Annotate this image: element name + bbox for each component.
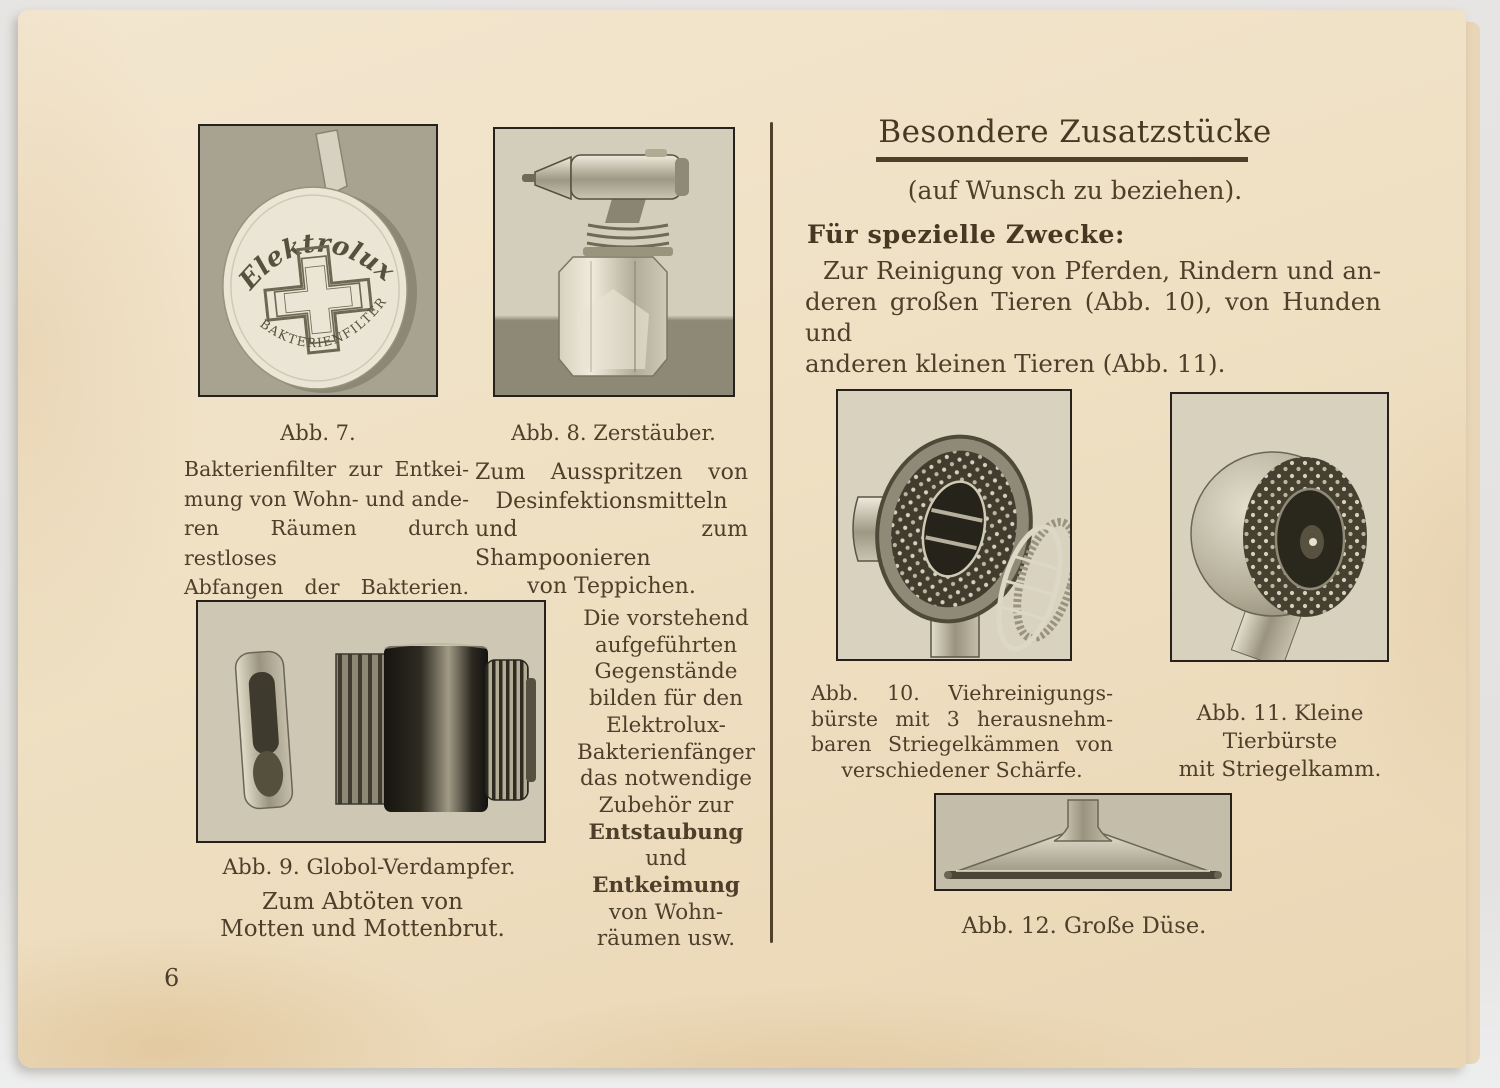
caption-line: Abfangen der Bakterien. bbox=[184, 575, 469, 599]
fig12-photo-grosse-duese bbox=[934, 793, 1232, 891]
brand-script-label: Elektrolux bbox=[233, 228, 401, 296]
caption-line: mung von Wohn- und ande- bbox=[184, 486, 469, 511]
caption-line: von Teppichen. bbox=[527, 574, 696, 599]
fig9-caption-title: Abb. 9. Globol-Verdampfer. bbox=[222, 855, 516, 880]
fig12-caption: Abb. 12. Große Düse. bbox=[961, 913, 1207, 939]
caption-line: Zum Ausspritzen von bbox=[475, 460, 748, 485]
ring-label: BAKTERIENFILTER bbox=[257, 293, 390, 351]
section-subheading: (auf Wunsch zu beziehen). bbox=[907, 176, 1243, 205]
subsection-title: Für spezielle Zwecke: bbox=[807, 220, 1125, 250]
caption-line: mit Striegelkamm. bbox=[1178, 757, 1382, 782]
section-heading: Besondere Zusatzstücke bbox=[878, 114, 1272, 150]
note-line: Bakterienfänger bbox=[576, 739, 756, 765]
note-line: räumen usw. bbox=[596, 926, 736, 952]
globol-verdampfer-illustration bbox=[198, 602, 544, 841]
caption-line: Abb. 10. Viehreinigungs- bbox=[811, 681, 1113, 705]
fig9-photo-globol-verdampfer bbox=[196, 600, 546, 843]
grosse-duese-illustration bbox=[936, 795, 1230, 889]
note-line: aufgeführten bbox=[594, 632, 738, 658]
fig8-photo-zerstaeuber bbox=[493, 127, 735, 397]
note-line-bold: Entkeimung bbox=[592, 873, 740, 899]
paragraph-line: deren großen Tieren (Abb. 10), von Hunden und bbox=[805, 287, 1381, 347]
fig9-caption bbox=[190, 889, 535, 943]
catalog-page bbox=[18, 10, 1466, 1068]
heading-double-rule bbox=[876, 157, 1248, 162]
caption-line: Desinfektionsmitteln bbox=[495, 488, 728, 514]
fig11-caption bbox=[1144, 700, 1416, 784]
caption-line: baren Striegelkämmen von bbox=[811, 732, 1113, 757]
note-line: Gegenstände bbox=[594, 659, 738, 685]
note-block bbox=[561, 606, 771, 953]
caption-line: bürste mit 3 herausnehm- bbox=[811, 706, 1113, 731]
note-line: Elektrolux- bbox=[606, 712, 726, 738]
fig7-caption-title: Abb. 7. bbox=[280, 421, 356, 445]
caption-line: Bakterienfilter zur Entkei- bbox=[184, 457, 469, 481]
fig11-photo-kleine-tierbuerste bbox=[1170, 392, 1389, 662]
caption-line: ren Räumen durch restloses bbox=[184, 516, 469, 570]
page-number: 6 bbox=[164, 964, 180, 992]
caption-line: verschiedener Schärfe. bbox=[841, 758, 1083, 783]
caption-line: und zum Shampoonieren bbox=[475, 517, 748, 571]
fig10-photo-viehreinigungsbuerste bbox=[836, 389, 1072, 661]
note-line: von Wohn- bbox=[608, 899, 724, 925]
column-divider-rule bbox=[770, 122, 773, 943]
fig7-photo-bakterienfilter bbox=[198, 124, 438, 397]
fig8-caption-title: Abb. 8. Zerstäuber. bbox=[511, 421, 716, 445]
body-paragraph bbox=[805, 255, 1381, 379]
note-line: bilden für den bbox=[589, 686, 743, 712]
kleine-tierbuerste-illustration bbox=[1172, 394, 1387, 660]
note-line: Zubehör zur bbox=[598, 792, 734, 818]
fig10-caption bbox=[811, 681, 1113, 784]
note-line: Die vorstehend bbox=[583, 606, 749, 631]
paragraph-line: Zur Reinigung von Pferden, Rindern und an- bbox=[823, 256, 1381, 285]
caption-line: Zum Abtöten von bbox=[262, 889, 463, 915]
fig8-caption bbox=[475, 459, 748, 602]
note-line-bold: Entstaubung bbox=[588, 819, 744, 845]
bakterienfilter-illustration bbox=[200, 126, 436, 395]
viehreinigungsbuerste-illustration bbox=[838, 391, 1070, 659]
fig7-caption bbox=[184, 455, 469, 603]
zerstaeuber-illustration bbox=[495, 129, 733, 395]
note-line: und bbox=[645, 846, 687, 872]
paragraph-line: anderen kleinen Tieren (Abb. 11). bbox=[805, 349, 1226, 378]
note-line: das notwendige bbox=[580, 766, 752, 792]
caption-line: Abb. 11. Kleine Tierbürste bbox=[1196, 701, 1364, 754]
caption-line: Motten und Mottenbrut. bbox=[220, 916, 505, 942]
